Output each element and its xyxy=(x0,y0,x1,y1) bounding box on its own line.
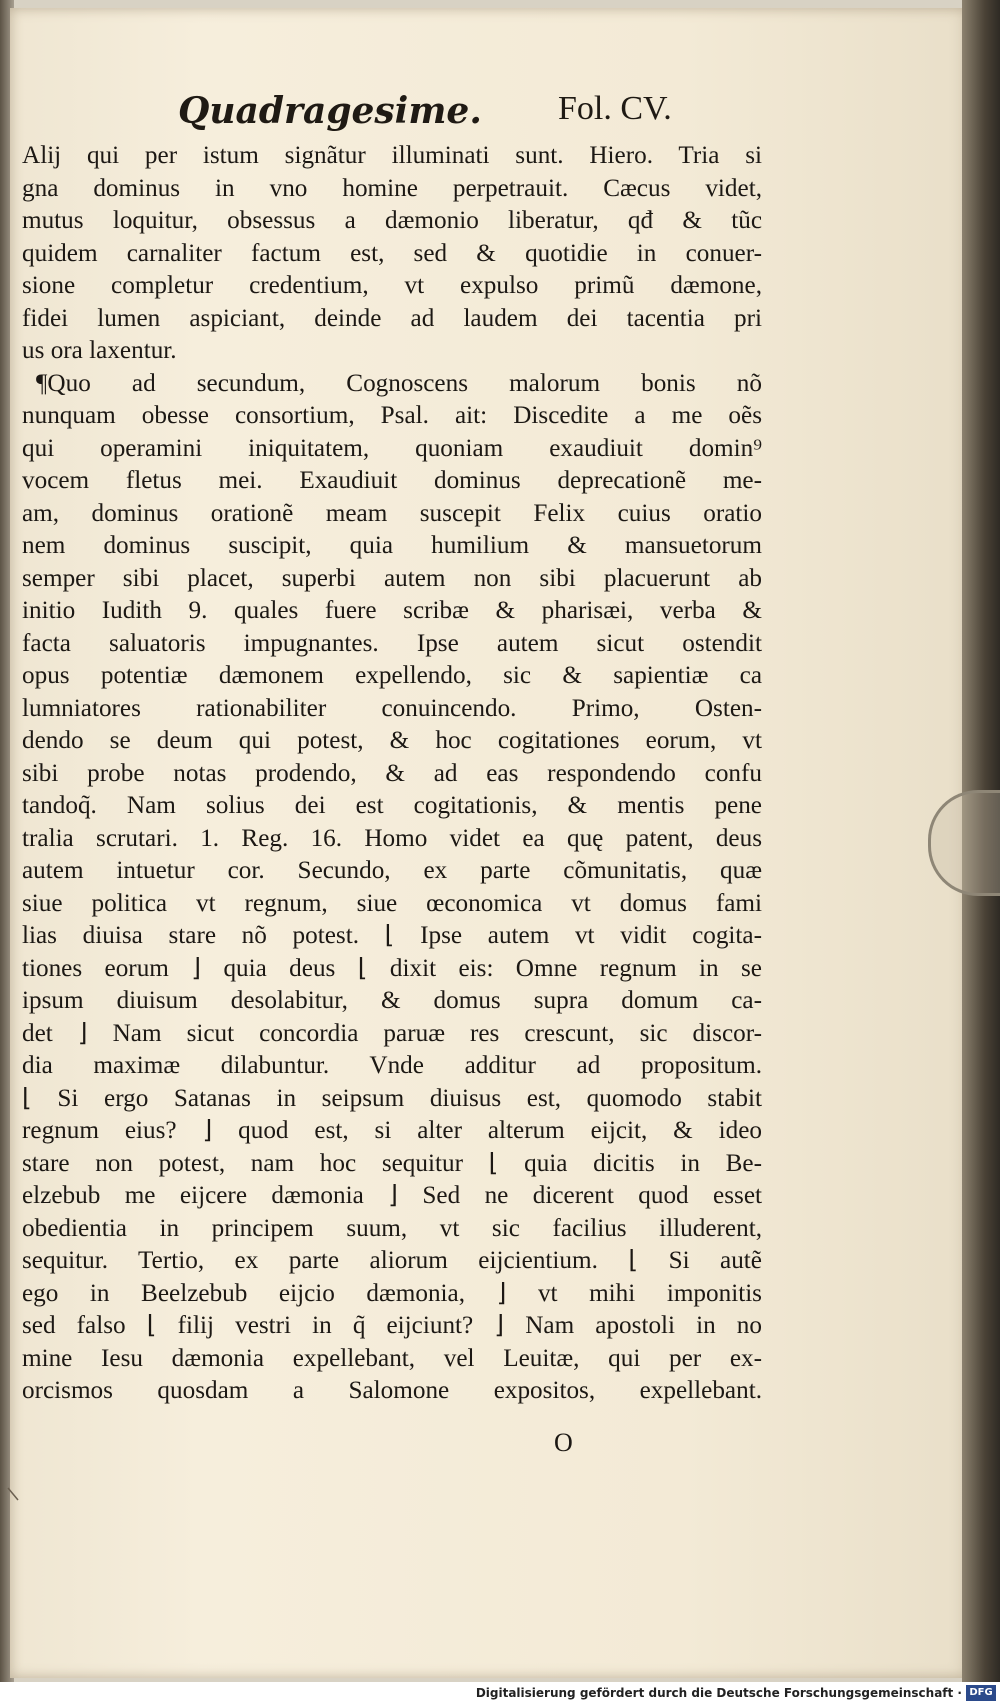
text-line: mine Iesu dæmonia expellebant, vel Leuitæ, qui per ex- xyxy=(22,1344,762,1372)
catchword: O xyxy=(554,1428,573,1457)
text-line: ¶Quo ad secundum, Cognoscens malorum bonis nõ xyxy=(36,369,762,397)
text-line: qui operamini iniquitatem, quoniam exaudiuit domin⁹ xyxy=(22,434,762,462)
text-line: tralia scrutari. 1. Reg. 16. Homo videt ea quę patent, deus xyxy=(22,824,762,852)
text-line: gna dominus in vno homine perpetrauit. Cæcus videt, xyxy=(22,174,762,202)
text-line: sequitur. Tertio, ex parte aliorum eijcientium. ⌊ Si autẽ xyxy=(22,1247,762,1274)
text-line: stare non potest, nam hoc sequitur ⌊ quia dicitis in Be- xyxy=(22,1149,762,1177)
text-line: siue politica vt regnum, siue œconomica vt domus fami xyxy=(22,889,762,917)
text-line: am, dominus orationẽ meam suscepit Felix cuius oratio xyxy=(22,499,762,527)
text-line: semper sibi placet, superbi autem non sibi placuerunt ab xyxy=(22,564,762,592)
text-line: det ⌋ Nam sicut concordia paruæ res crescunt, sic discor- xyxy=(22,1019,762,1047)
text-line: us ora laxentur. xyxy=(22,337,177,364)
text-line: initio Iudith 9. quales fuere scribæ & pharisæi, verba & xyxy=(22,597,762,624)
text-line: elzebub me eijcere dæmonia ⌋ Sed ne dicerent quod esset xyxy=(22,1182,762,1209)
text-line: Alij qui per istum signãtur illuminati sunt. Hiero. Tria si xyxy=(22,142,762,169)
text-line: autem intuetur cor. Secundo, ex parte cõmunitatis, quæ xyxy=(22,857,762,884)
ink-mark xyxy=(6,1486,22,1504)
text-line: ego in Beelzebub eijcio dæmonia, ⌋ vt mihi imponitis xyxy=(22,1279,762,1307)
text-line: quidem carnaliter factum est, sed & quotidie in conuer- xyxy=(22,239,762,267)
text-line: ⌊ Si ergo Satanas in seipsum diuisus est, quomodo stabit xyxy=(22,1084,762,1112)
text-line: sibi probe notas prodendo, & ad eas respondendo confu xyxy=(22,759,762,787)
text-line: regnum eius? ⌋ quod est, si alter alterum eijcit, & ideo xyxy=(22,1117,762,1144)
text-line: nunquam obesse consortium, Psal. ait: Discedite a me oẽs xyxy=(22,402,762,429)
text-line: dia maximæ dilabuntur. Vnde additur ad propositum. xyxy=(22,1052,762,1079)
text-line: obedientia in principem suum, vt sic facilius illuderent, xyxy=(22,1214,762,1242)
text-line: mutus loquitur, obsessus a dæmonio liberatur, qđ & tũc xyxy=(22,207,762,234)
digitization-footer xyxy=(0,1682,1000,1706)
funding-credit: Digitalisierung gefördert durch die Deutsche Forschungsgemeinschaft · xyxy=(475,1686,962,1700)
text-line: lumniatores rationabiliter conuincendo. Primo, Osten- xyxy=(22,694,762,722)
folio-number: Fol. CV. xyxy=(558,90,672,127)
text-line: sed falso ⌊ filij vestri in q̃ eijciunt? ⌋ Nam apostoli in no xyxy=(22,1312,762,1339)
text-line: dendo se deum qui potest, & hoc cogitationes eorum, vt xyxy=(22,727,762,754)
text-line: nem dominus suscipit, quia humilium & mansuetorum xyxy=(22,532,762,559)
text-line: opus potentiæ dæmonem expellendo, sic & sapientiæ ca xyxy=(22,662,762,689)
dfg-logo: DFG xyxy=(966,1685,996,1701)
text-line: lias diuisa stare nõ potest. ⌊ Ipse autem vt vidit cogita- xyxy=(22,922,762,949)
text-line: tandoq̃. Nam solius dei est cogitationis, & mentis pene xyxy=(22,792,762,819)
body-text xyxy=(22,140,762,1408)
text-line: orcismos quosdam a Salomone expositos, expellebant. xyxy=(22,1377,762,1404)
running-title: Quadragesime. xyxy=(178,90,482,132)
text-line: sione completur credentium, vt expulso primũ dæmone, xyxy=(22,272,762,299)
text-line: vocem fletus mei. Exaudiuit dominus deprecationẽ me- xyxy=(22,467,762,494)
text-line: ipsum diuisum desolabitur, & domus supra domum ca- xyxy=(22,987,762,1014)
text-line: facta saluatoris impugnantes. Ipse autem sicut ostendit xyxy=(22,629,762,657)
text-line: tiones eorum ⌋ quia deus ⌊ dixit eis: Omne regnum in se xyxy=(22,954,762,982)
text-line: fidei lumen aspiciant, deinde ad laudem dei tacentia pri xyxy=(22,304,762,332)
